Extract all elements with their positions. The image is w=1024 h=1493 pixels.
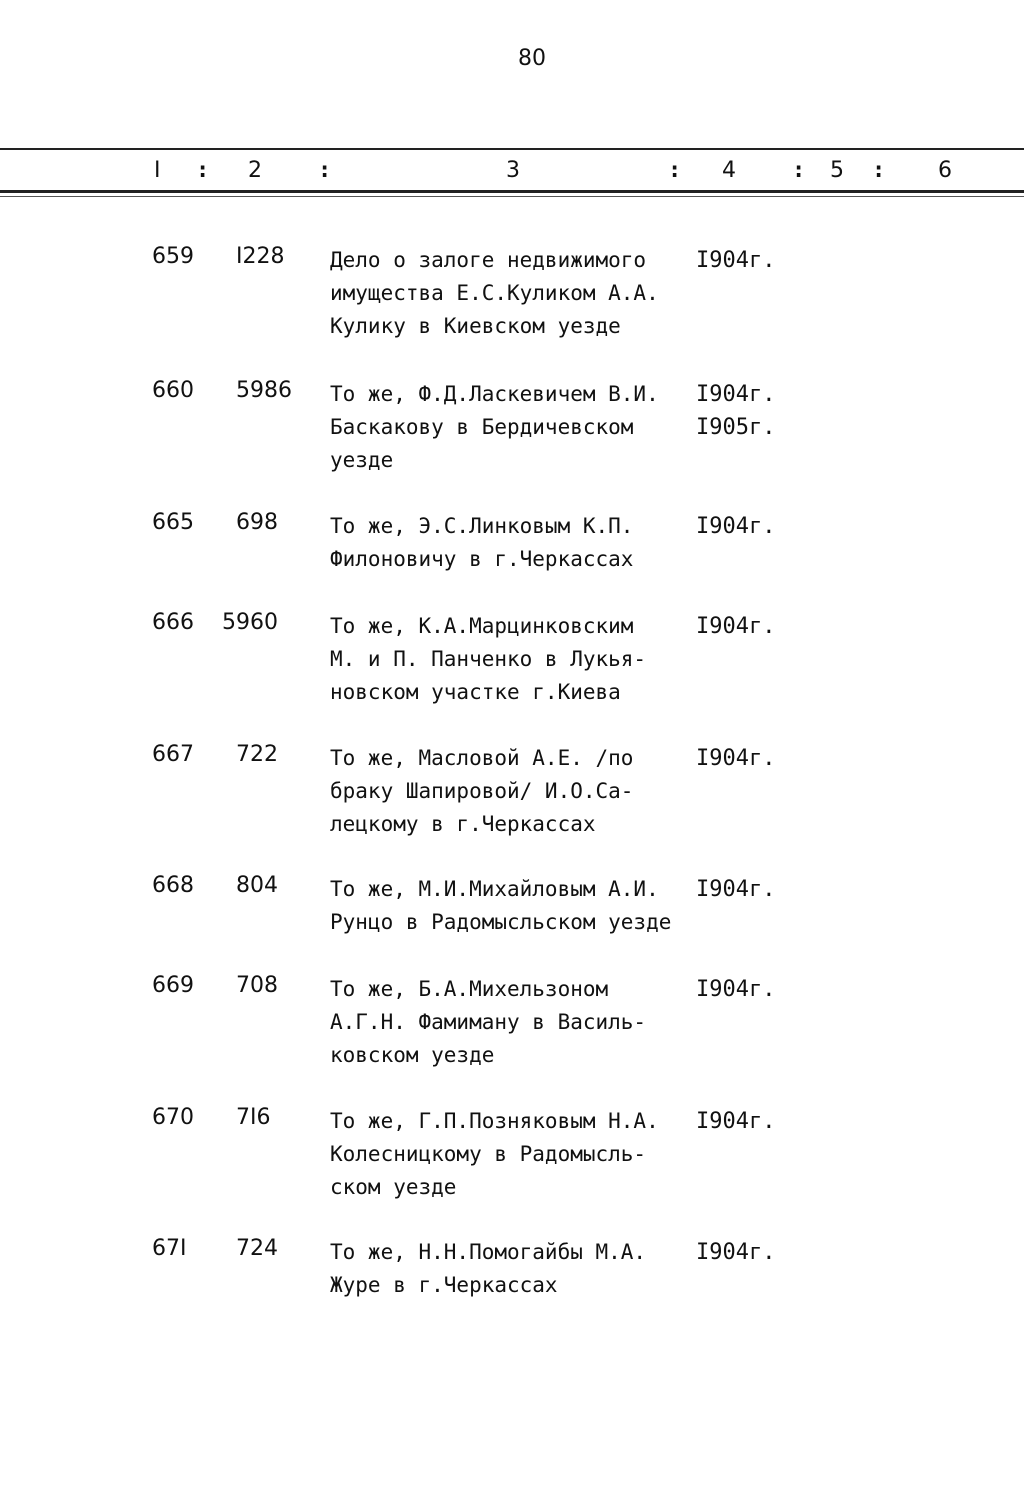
entry-description: То же, Г.П.Позняковым Н.А. Колесницкому в Радомысль- ском уезде (330, 1109, 659, 1199)
file-number: 698 (236, 510, 278, 535)
entry-description: То же, Б.А.Михельзоном А.Г.Н. Фамиману в Василь- ковском уезде (330, 977, 647, 1067)
entry-year: I904г. (696, 514, 776, 539)
entry-description: То же, Ф.Д.Ласкевичем В.И. Баскакову в Бердичевском уезде (330, 382, 659, 472)
entry-year: I904г. (696, 614, 776, 639)
entry-year: I904г. (696, 746, 776, 771)
col-header-1: I (154, 158, 161, 183)
file-number: 7I6 (236, 1105, 271, 1130)
entry-description: То же, М.И.Михайловым А.И. Рунцо в Радомысльском уезде (330, 877, 672, 934)
entry-year: I904г. (696, 1109, 776, 1134)
entry-number: 665 (152, 510, 194, 535)
col-separator: : (792, 158, 806, 183)
entry-description: То же, Масловой А.Е. /по браку Шапировой/ И.О.Са- лецкому в г.Черкассах (330, 746, 634, 836)
col-header-3: 3 (506, 158, 520, 183)
page-number: 80 (518, 46, 546, 71)
col-header-4: 4 (722, 158, 736, 183)
entry-year: I904г. (696, 977, 776, 1002)
file-number: 5986 (236, 378, 292, 403)
file-number: 722 (236, 742, 278, 767)
col-separator: : (668, 158, 682, 183)
col-header-2: 2 (248, 158, 262, 183)
file-number: 804 (236, 873, 278, 898)
entry-description: То же, Н.Н.Помогайбы М.А. Журе в г.Черкассах (330, 1240, 647, 1297)
entry-year: I904г. I905г. (696, 382, 776, 440)
col-separator: : (318, 158, 332, 183)
file-number: 724 (236, 1236, 278, 1261)
entry-number: 670 (152, 1105, 194, 1130)
entry-year: I904г. (696, 877, 776, 902)
file-number: 5960 (222, 610, 278, 635)
entry-description: То же, К.А.Марцинковским М. и П. Панченко в Лукья- новском участке г.Киева (330, 614, 647, 704)
entry-description: Дело о залоге недвижимого имущества Е.С.Куликом А.А. Кулику в Киевском уезде (330, 248, 659, 338)
header-rule-bottom-thin (0, 196, 1024, 197)
entry-number: 660 (152, 378, 194, 403)
entry-number: 659 (152, 244, 194, 269)
entry-number: 667 (152, 742, 194, 767)
entry-number: 666 (152, 610, 194, 635)
entry-number: 67I (152, 1236, 187, 1261)
header-rule-top (0, 148, 1024, 150)
col-header-5: 5 (830, 158, 844, 183)
entry-year: I904г. (696, 248, 776, 273)
header-rule-bottom (0, 190, 1024, 193)
col-header-6: 6 (938, 158, 952, 183)
entry-number: 669 (152, 973, 194, 998)
entry-number: 668 (152, 873, 194, 898)
file-number: I228 (236, 244, 285, 269)
file-number: 708 (236, 973, 278, 998)
entry-description: То же, Э.С.Линковым К.П. Филоновичу в г.Черкассах (330, 514, 634, 571)
col-separator: : (196, 158, 210, 183)
entry-year: I904г. (696, 1240, 776, 1265)
col-separator: : (872, 158, 886, 183)
